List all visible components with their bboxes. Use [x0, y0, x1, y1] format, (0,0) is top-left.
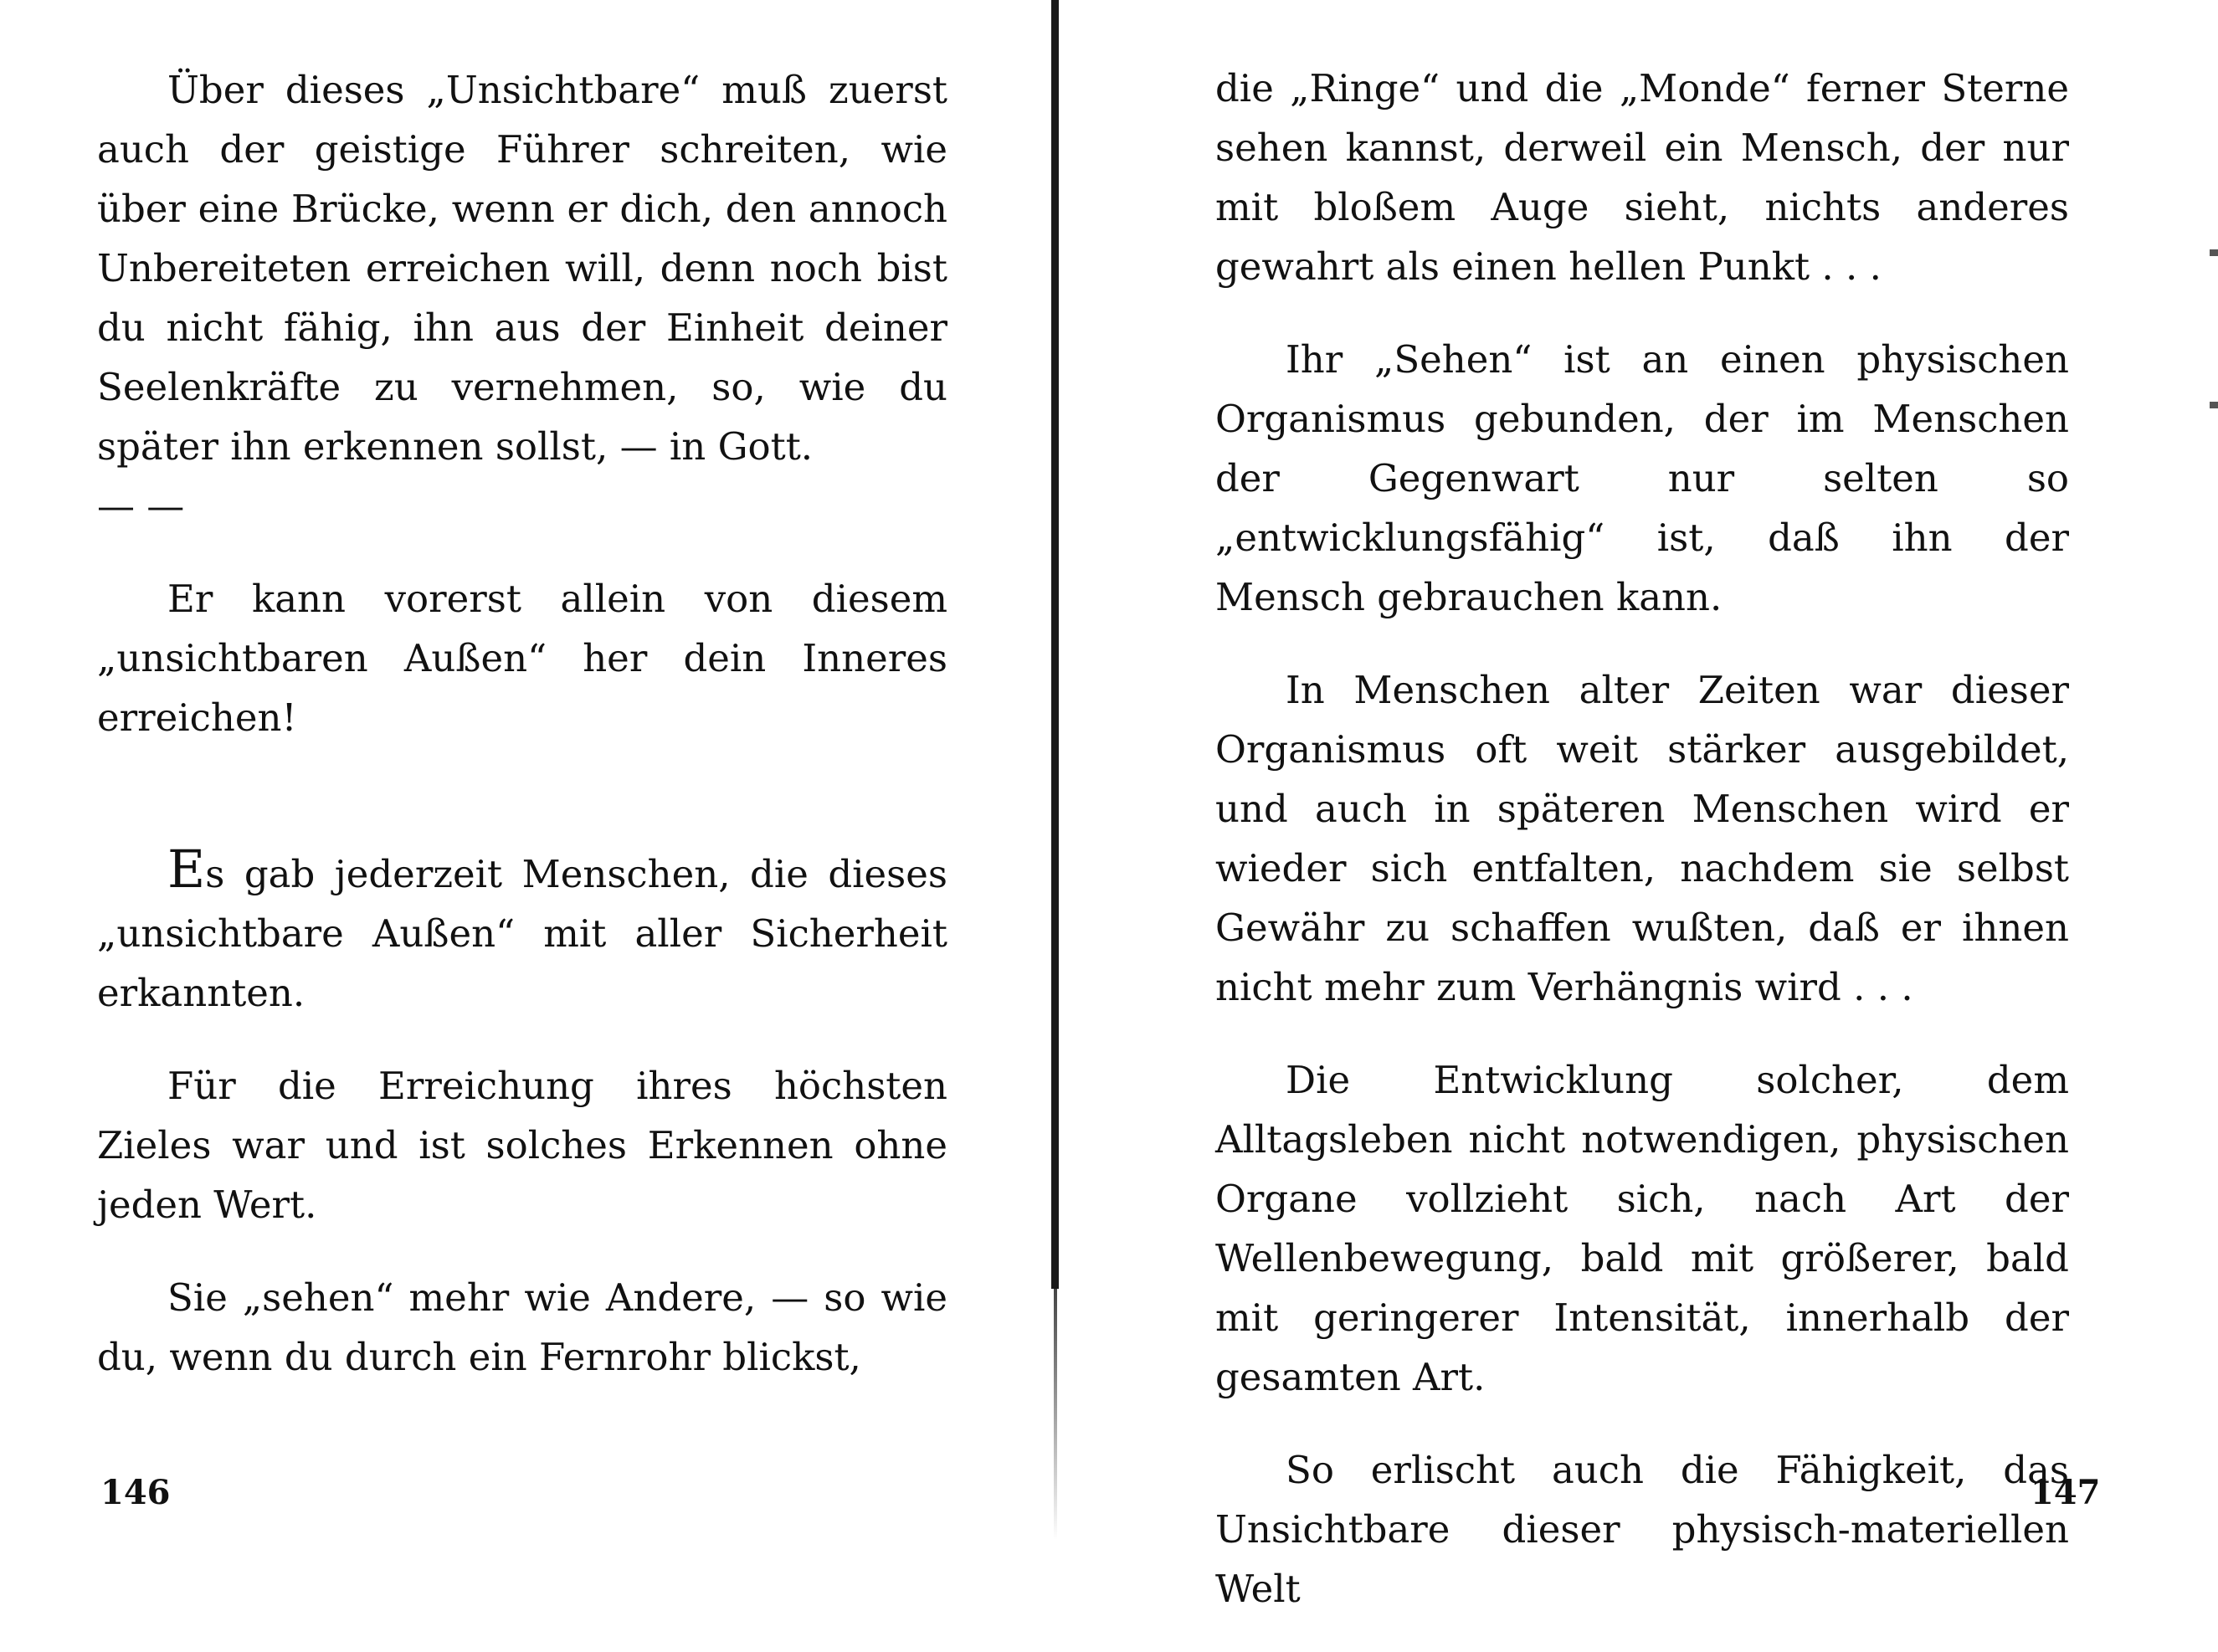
- paragraph: Die Entwicklung solcher, dem Alltagsleben nicht notwendigen, physischen Organe vollzieht sich, nach Art der Wellenbewegung, bald mit größerer, bald mit geringerer Intensität, innerhalb der gesamten Art.: [1215, 1058, 2069, 1399]
- paragraph: Sie „sehen“ mehr wie Andere, — so wie du, wenn du durch ein Fernrohr blickst,: [97, 1275, 947, 1379]
- paragraph: Ihr „Sehen“ ist an einen physischen Organismus gebunden, der im Menschen der Gegenwart nur selten so „entwicklungsfähig“ ist, daß ihn der Mensch gebrauchen kann.: [1215, 337, 2069, 619]
- paragraph-text: s gab jederzeit Menschen, die dieses „unsichtbare Außen“ mit aller Sicherheit erkannten.: [97, 852, 947, 1015]
- paragraph: Für die Erreichung ihres höchsten Zieles war und ist solches Erkennen ohne jeden Wert.: [97, 1064, 947, 1227]
- right-page: [1080, 0, 2218, 1611]
- scan-edge-mark: [2210, 402, 2218, 408]
- paragraph: die „Ringe“ und die „Monde“ ferner Sterne sehen kannst, derweil ein Mensch, der nur mit bloßem Auge sieht, nichts anderes gewahrt als einen hellen Punkt . . .: [1215, 66, 2069, 289]
- scan-edge-mark: [2210, 249, 2218, 256]
- dash-separator: — —: [97, 484, 185, 528]
- page-number-left: 146: [100, 1473, 171, 1512]
- paragraph: In Menschen alter Zeiten war dieser Organismus oft weit stärker ausgebildet, und auch in späteren Menschen wird er wieder sich entfalten, nachdem sie selbst Gewähr zu schaffen wußten, daß er ihnen nicht mehr zum Verhängnis wird . . .: [1215, 668, 2069, 1009]
- paragraph: Über dieses „Unsichtbare“ muß zuerst auch der geistige Führer schreiten, wie über eine Brücke, wenn er dich, den annoch Unbereiteten erreichen will, denn noch bist du nicht fähig, ihn aus der Einheit deiner Seelenkräfte zu vernehmen, so, wie du später ihn erkennen sollst, — in Gott.: [97, 68, 947, 469]
- right-page-text: [1215, 59, 2069, 1652]
- initial-letter: E: [167, 839, 206, 900]
- book-gutter-shadow: [1054, 1289, 1057, 1540]
- left-page: [0, 0, 1056, 1590]
- book-gutter: [1051, 0, 1059, 1289]
- paragraph-with-initial: [97, 839, 947, 1023]
- left-page-text: [97, 60, 947, 1420]
- paragraph: So erlischt auch die Fähigkeit, das Unsichtbare dieser physisch-materiellen Welt: [1215, 1448, 2069, 1611]
- paragraph: Er kann vorerst allein von diesem „unsichtbaren Außen“ her dein Inneres erreichen!: [97, 577, 947, 740]
- page-number-right: 147: [2031, 1473, 2101, 1512]
